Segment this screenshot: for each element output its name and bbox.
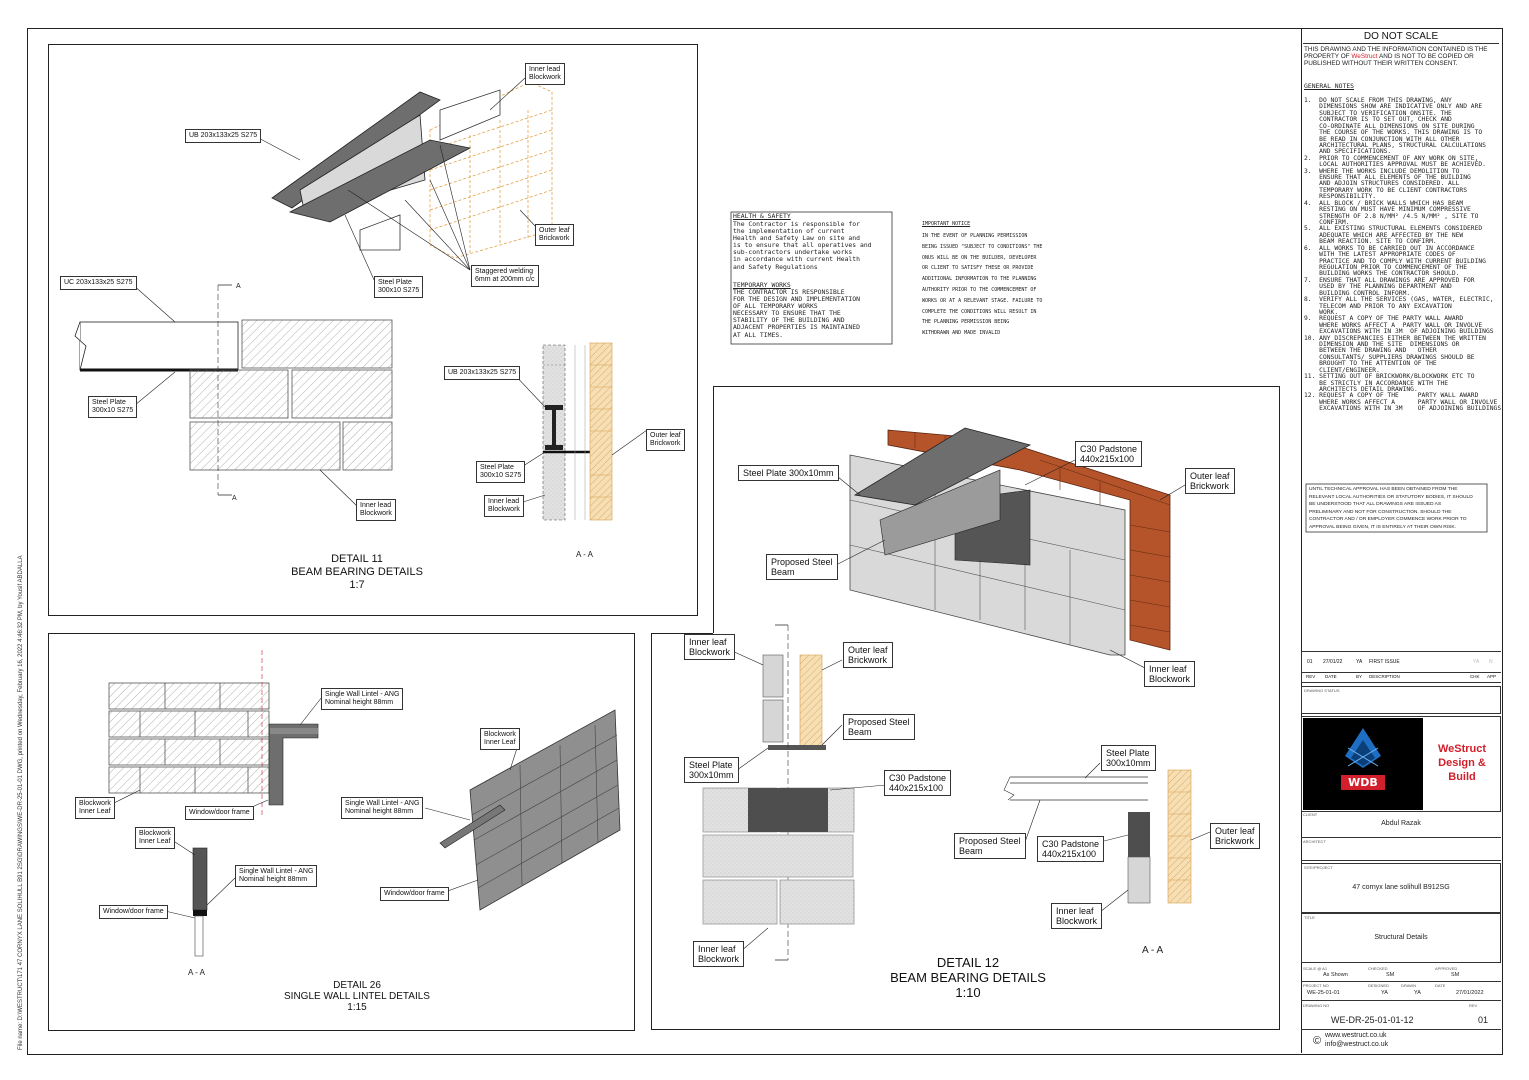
rev-chk: YA	[1473, 659, 1480, 665]
title-value: Structural Details	[1374, 934, 1428, 941]
drawn-value: YA	[1414, 990, 1421, 996]
d12-outer-leaf-elev-label: Outer leaf Brickwork	[843, 642, 893, 668]
title-box	[1301, 913, 1501, 963]
rev-value: 01	[1307, 659, 1313, 665]
d11-ub-top-label: UB 203x133x25 S275	[185, 129, 261, 143]
d26-title: DETAIL 26	[333, 980, 381, 991]
general-notes-heading: GENERAL NOTES	[1304, 82, 1355, 90]
important-notice-heading: IMPORTANT NOTICE	[922, 221, 971, 227]
detail11-plan	[60, 284, 392, 506]
scale-value: As Shown	[1323, 972, 1348, 978]
client-value: Abdul Razak	[1381, 820, 1421, 827]
drawn-label: DRAWN	[1401, 983, 1416, 988]
website-link[interactable]: www.westruct.co.uk	[1325, 1032, 1387, 1039]
d12-proposed-iso-label: Proposed Steel Beam	[766, 554, 838, 580]
title-block-vline-left	[1301, 651, 1302, 682]
d12-inner-leaf-section-label: Inner leaf Blockwork	[1051, 903, 1102, 929]
d12-title: DETAIL 12	[936, 955, 1000, 970]
d12-c30-iso-label: C30 Padstone 440x215x100	[1075, 441, 1142, 467]
hdr-rev: REV	[1306, 674, 1316, 679]
hdr-by: BY	[1356, 674, 1363, 679]
property-line2b: AND IS NOT TO BE COPIED OR	[1377, 53, 1474, 61]
d12-outer-leaf-section-label: Outer leaf Brickwork	[1210, 823, 1260, 849]
site-label: SITE/PROJECT	[1304, 865, 1333, 870]
architect-box	[1301, 838, 1501, 861]
d12-c30-elev-label: C30 Padstone 440x215x100	[884, 770, 951, 796]
property-line1: THIS DRAWING AND THE INFORMATION CONTAINED IS THE	[1304, 46, 1488, 53]
rev-app: N	[1489, 659, 1493, 665]
d26-subtitle: SINGLE WALL LINTEL DETAILS	[284, 991, 430, 1002]
site-value: 47 cornyx lane solihull B912SG	[1352, 884, 1450, 891]
d26-lintel-top-label: Single Wall Lintel - ANG Nominal height 88mm	[321, 688, 403, 710]
d12-inner-leaf-iso-label: Inner leaf Blockwork	[1144, 661, 1195, 687]
d26-blockwork-section-label: Blockwork Inner Leaf	[135, 827, 175, 849]
d11-outer-leaf-label: Outer leaf Brickwork	[535, 224, 574, 246]
d11-steel-plate-iso-label: Steel Plate 300x10 S275	[374, 276, 423, 298]
architect-label: ARCHITECT	[1303, 839, 1326, 844]
property-line3: PUBLISHED WITHOUT THEIR WRITTEN CONSENT.	[1304, 60, 1458, 68]
hdr-date: DATE	[1325, 674, 1337, 679]
d12-inner-leaf-top-label: Inner leaf Blockwork	[684, 634, 735, 660]
d26-blockwork-iso-label: Blockwork Inner Leaf	[480, 728, 520, 750]
contact-row	[1301, 1031, 1501, 1053]
d12-proposed-elev-label: Proposed Steel Beam	[843, 714, 915, 740]
designed-label: DESIGNED	[1368, 983, 1389, 988]
d12-inner-leaf-bottom-label: Inner leaf Blockwork	[693, 941, 744, 967]
copyright-icon: ©	[1313, 1035, 1322, 1047]
d12-section-label: A - A	[1142, 945, 1164, 956]
title-block	[1301, 651, 1501, 1053]
d12-outer-leaf-iso-label: Outer leaf Brickwork	[1185, 468, 1235, 494]
rev-description: FIRST ISSUE	[1369, 659, 1400, 665]
drawing-no-row	[1301, 1002, 1501, 1030]
title-label: TITLE	[1304, 915, 1315, 920]
hdr-chk: CHK	[1470, 674, 1480, 679]
company-name	[1424, 742, 1500, 784]
d11-inner-lead-bottom-label: Inner lead Blockwork	[356, 499, 396, 521]
revision-row	[1301, 651, 1501, 673]
d26-scale: 1:15	[347, 1002, 367, 1013]
do-not-scale-rule	[1303, 43, 1499, 44]
rev-by: YA	[1356, 659, 1363, 665]
d11-uc-label: UC 203x133x25 S275	[60, 276, 137, 290]
d11-steel-plate-left-label: Steel Plate 300x10 S275	[88, 396, 137, 418]
d12-steel-plate-elev-label: Steel Plate 300x10mm	[684, 757, 739, 783]
revision-headers	[1301, 672, 1501, 683]
temporary-works-body: THE CONTRACTOR IS RESPONSIBLE FOR THE DESIGN AND IMPLEMENTATION OF ALL TEMPORARY WORKS NECESSARY TO ENSURE THAT THE STABILITY OF THE BUILDING AND ADJACENT PROPERTIES IS MAINTAINED AT ALL TIMES.	[733, 288, 860, 339]
d12-scale: 1:10	[955, 985, 981, 1000]
drawing-no-value: WE-DR-25-01-01-12	[1331, 1015, 1414, 1025]
property-notice	[1304, 46, 1500, 68]
hdr-description: DESCRIPTION	[1369, 674, 1400, 679]
d26-window-iso-label: Window/door frame	[380, 887, 449, 901]
rev-label: REV	[1469, 1003, 1478, 1008]
health-safety-body: The Contractor is responsible for the implementation of current Health and Safety Law on site and is to ensure that all operatives and sub-contractors undertake works in accordance with current Health and Safety Regulations	[733, 220, 872, 271]
scale-label: SCALE @ A1	[1303, 966, 1328, 971]
approved-value: SM	[1451, 972, 1460, 978]
d12-proposed-section-label: Proposed Steel Beam	[954, 833, 1026, 859]
logo-text: WDB	[1348, 776, 1378, 789]
health-safety-heading: HEALTH & SAFETY	[733, 212, 791, 220]
date-value: 27/01/2022	[1456, 990, 1484, 996]
d26-window-section-label: Window/door frame	[99, 905, 168, 919]
project-row	[1301, 982, 1501, 1001]
d26-section-label: A - A	[188, 968, 205, 977]
drawing-status-label: DRAWING STATUS	[1304, 688, 1340, 693]
drawing-no-label: DRAWING NO	[1303, 1003, 1330, 1008]
d11-section-label: A - A	[576, 550, 593, 559]
d12-steel-plate-iso-label: Steel Plate 300x10mm	[738, 465, 839, 481]
company-line1: WeStruct	[1437, 743, 1487, 755]
d11-scale: 1:7	[349, 579, 365, 591]
detail11-section	[512, 343, 647, 520]
client-label: CLIENT	[1303, 812, 1318, 817]
d26-lintel-iso-label: Single Wall Lintel - ANG Nominal height 88mm	[341, 797, 423, 819]
rev-number: 01	[1478, 1015, 1489, 1025]
detail12-elevation	[703, 625, 886, 960]
approved-label: APPROVED	[1435, 966, 1458, 971]
detail26-section	[165, 842, 235, 956]
property-line2a: PROPERTY OF	[1304, 53, 1352, 61]
d11-inner-lead-label: Inner lead Blockwork	[525, 63, 565, 85]
checked-label: CHECKED	[1368, 966, 1388, 971]
company-line3: Build	[1448, 771, 1476, 783]
logo-mark-icon	[1303, 718, 1423, 810]
detail26-iso-wall	[425, 710, 620, 910]
d11-marker-a-bottom: A	[232, 495, 237, 502]
d12-steel-plate-section-label: Steel Plate 300x10mm	[1101, 745, 1156, 771]
d11-marker-a-top: A	[236, 283, 241, 290]
d26-window-left-label: Window/door frame	[185, 806, 254, 820]
designed-value: YA	[1381, 990, 1388, 996]
rev-date: 27/01/22	[1323, 659, 1343, 665]
hdr-app: APP	[1487, 674, 1497, 679]
d11-ub-section-label: UB 203x133x25 S275	[444, 366, 520, 380]
detail12-section	[1004, 763, 1210, 912]
d12-subtitle: BEAM BEARING DETAILS	[890, 970, 1046, 985]
d26-lintel-section-label: Single Wall Lintel - ANG Nominal height 88mm	[235, 865, 317, 887]
d11-inner-lead-section-label: Inner lead Blockwork	[484, 495, 524, 517]
d11-outer-leaf-section-label: Outer leaf Brickwork	[646, 429, 685, 451]
d26-blockwork-left-label: Blockwork Inner Leaf	[75, 797, 115, 819]
company-line2: Design &	[1438, 757, 1486, 769]
d11-title: DETAIL 11	[331, 553, 383, 565]
client-box	[1301, 811, 1501, 838]
d11-subtitle: BEAM BEARING DETAILS	[291, 566, 423, 578]
general-notes: 1. DO NOT SCALE FROM THIS DRAWING, ANY DIMENSIONS SHOW ARE INDICATIVE ONLY AND ARE SUBJECT TO VERIFICATION ONSITE. THE CONTRACTOR IS TO SET OUT, CHECK AND CO-ORDINATE ALL DIMENSIONS ON SITE DURING THE COURSE OF THE WORKS. THIS DRAWING IS TO BE READ IN CONJUNCTION WITH ALL OTHER ARCHITECTURAL PLANS, STRUCTURAL CALCULATIONS AND SPECIFICATIONS. 2. PRIOR TO COMMENCEMENT OF ANY WORK ON SITE, LOCAL AUTHORITIES APPROVAL MUST BE ACHIEVED. 3. WHERE THE WORKS INCLUDE DEMOLITION TO ENSURE THAT ALL ELEMENTS OF THE BUILDING AND ADJOIN STRUCTURES CONSIDERED. ALL TEMPORARY WORK TO BE CLIENT CONTRACTORS RESPONSIBILITY. 4. ALL BLOCK / BRICK WALLS WHICH HAS BEAM RESTING ON MUST HAVE MINIMUM COMPRESSIVE STRENGTH OF 2.8 N/MM² /4.5 N/MM² , SITE TO CONFIRM. 5. ALL EXISTING STRUCTURAL ELEMENTS CONSIDERED ADEQUATE WHICH ARE AFFECTED BY THE NEW BEAM REACTION. SITE TO CONFIRM. 6. ALL WORKS TO BE CARRIED OUT IN ACCORDANCE WITH THE LATEST APPROPRIATE CODES OF PRACTICE AND TO COMPLY WITH CURRENT BUILDING REGULATION PRIOR TO COMMENCEMENT OF THE BUILDING WORKS THE CONTRACTOR SHOULD. 7. ENSURE THAT ALL DRAWINGS ARE APPROVED FOR USED BY THE PLANNING DEPARTMENT AND BUILDING CONTROL INFORM. 8. VERIFY ALL THE SERVICES (GAS, WATER, ELECTRIC, TELECOM AND PRIOR TO ANY EXCAVATION WORK. 9. REQUEST A COPY OF THE PARTY WALL AWARD WHERE WORKS AFFECT A PARTY WALL OR INVOLVE EXCAVATIONS WITH IN 3M OF ADJOINING BUILDINGS 10. ANY DISCREPANCIES EITHER BETWEEN THE WRITTEN DIMENSION AND THE SITE DIMENSIONS OR BETWEEN THE DRAWING AND OTHER CONSULTANTS/ SUPPLIERS DRAWINGS SHOULD BE BROUGHT TO THE ATTENTION OF THE CLIENT/ENGINEER. 11. SETTING OUT OF BRICKWORK/BLOCKWORK ETC TO BE STRICTLY IN ACCORDANCE WITH THE ARCHITECTS DETAIL DRAWING. 12. REQUEST A COPY OF THE PARTY WALL AWARD WHERE WORKS AFFECT A PARTY WALL OR INVOLVE EXCAVATIONS WITH IN 3M OF ADJOINING BUILDINGS	[1304, 97, 1502, 413]
date-label: DATE	[1435, 983, 1446, 988]
file-path-text: File name: D:\WESTRUCT\171 47 CORNYX LANE SOLIHULL B91 2SG\DRAWINGS\WE-DR-25-01-01 DWG, printed on Wednesday, February 16, 2022 4:46:32 PM, by Yousif ABDALLA	[18, 555, 24, 1050]
property-line2	[1304, 53, 1500, 60]
project-no-label: PROJECT NO	[1303, 983, 1329, 988]
detail26-elevation	[109, 650, 322, 815]
drawing-status-box	[1301, 686, 1501, 714]
logo-box	[1301, 716, 1501, 812]
scale-row	[1301, 965, 1501, 982]
email-link[interactable]: info@westruct.co.uk	[1325, 1041, 1389, 1048]
logo-black-area	[1303, 718, 1423, 810]
d11-steel-plate-section-label: Steel Plate 300x10 S275	[476, 461, 525, 483]
site-box	[1301, 863, 1501, 913]
important-notice-body: IN THE EVENT OF PLANNING PERMISSION BEING ISSUED "SUBJECT TO CONDITIONS" THE ONUS WILL BE ON THE BUILDER, DEVELOPER OR CLIENT TO SATISFY THESE OR PROVIDE ADDITIONAL INFORMATION TO THE PLANNING AUTHORITY PRIOR TO THE COMMENCEMENT OF WORKS OR AT A RELEVANT STAGE. FAILURE TO COMPLETE THE CONDITIONS WILL RESULT IN THE PLANNING PERMISSION BEING WITHDRAWN AND MADE INVALID	[922, 233, 1043, 337]
property-brand: WeStruct	[1351, 53, 1378, 61]
checked-value: SM	[1386, 972, 1395, 978]
detail11-iso-beam	[253, 78, 552, 282]
temporary-works-heading: TEMPORARY WORKS	[733, 281, 791, 289]
d12-c30-section-label: C30 Padstone 440x215x100	[1037, 836, 1104, 862]
do-not-scale: DO NOT SCALE	[1363, 31, 1439, 42]
d11-staggered-label: Staggered welding 6mm at 200mm c/c	[471, 265, 539, 287]
technical-approval-note: UNTIL TECHNICAL APPROVAL HAS BEEN OBTAINED FROM THE RELEVANT LOCAL AUTHORITIES OR STATUTORY BODIES, IT SHOULD BE UNDERSTOOD THAT ALL DRAWINGS ARE ISSUED AS PRELIMINARY AND NOT FOR CONSTRUCTION. SHOULD THE CONTRACTOR AND / OR EMPLOYER COMMENCE WORK PRIOR TO APPROVAL BEING GIVEN, IT IS ENTIRELY AT THEIR OWN RISK.	[1309, 487, 1473, 530]
project-no-value: WE-25-01-01	[1307, 990, 1340, 996]
